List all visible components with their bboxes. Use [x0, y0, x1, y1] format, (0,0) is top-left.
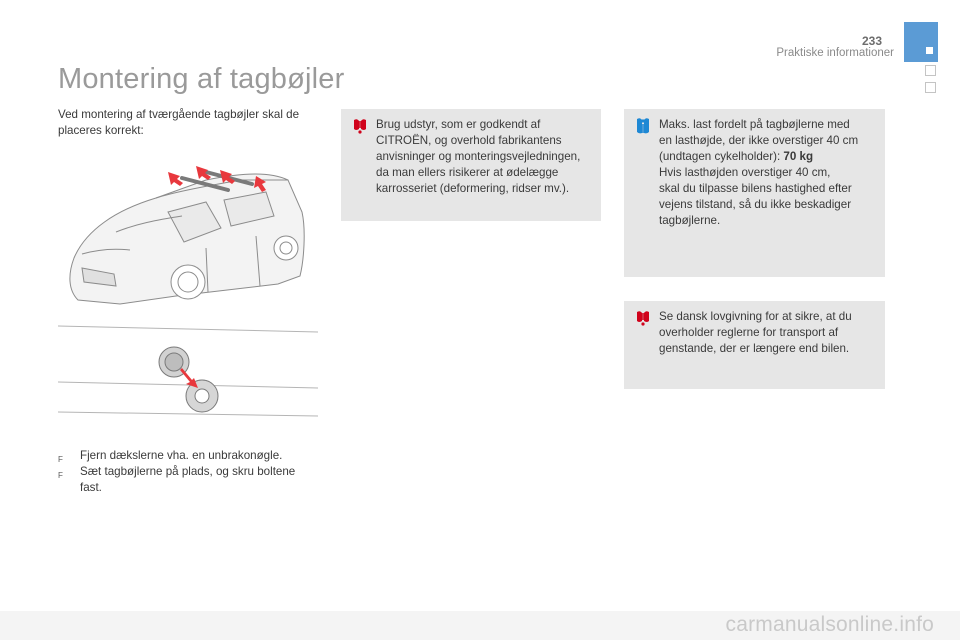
- page-number: 233: [862, 34, 883, 48]
- warning-icon: [351, 117, 369, 135]
- text-line: Se dansk lovgivning for at sikre, at du: [659, 310, 852, 323]
- text-line: karrosseriet (deformering, ridser mv.).: [376, 182, 570, 195]
- warning-icon: [634, 309, 652, 327]
- text-line: Maks. last fordelt på tagbøjlerne med: [659, 118, 850, 131]
- text-line: vejens tilstand, så du ikke beskadiger: [659, 198, 852, 211]
- watermark-text: carmanualsonline.info: [725, 613, 934, 636]
- text-line: Ved montering af tværgående tagbøjler skal de: [58, 108, 300, 121]
- car-drawing: [70, 174, 304, 304]
- roof-bar-illustration: [56, 150, 320, 420]
- max-load-value: 70 kg: [783, 150, 814, 163]
- text-line: Hvis lasthøjden overstiger 40 cm,: [659, 166, 831, 179]
- text-line: overholder reglerne for transport af: [659, 326, 839, 339]
- text-line: da man ellers risikerer at ødelægge: [376, 166, 559, 179]
- list-item: [58, 464, 328, 496]
- chapter-tab[interactable]: [925, 82, 936, 93]
- list-item: [58, 448, 328, 464]
- info-box: [624, 109, 885, 277]
- text-line: Brug udstyr, som er godkendt af: [376, 118, 541, 131]
- text-line: skal du tilpasse bilens hastighed efter: [659, 182, 852, 195]
- page-title: Montering af tagbøjler: [58, 63, 345, 95]
- square-icon: [926, 47, 933, 54]
- text-line: en lasthøjde, der ikke overstiger 40 cm: [659, 134, 859, 147]
- text-line: fast.: [80, 481, 102, 494]
- text-line: genstande, der er længere end bilen.: [659, 342, 850, 355]
- bolt-cover-detail: [159, 347, 218, 412]
- bullet-marker: F: [58, 455, 63, 464]
- info-icon: [634, 117, 652, 135]
- text-fragment: (undtagen cykelholder):: [659, 150, 784, 163]
- text-line: anvisninger og monteringsvejledningen,: [376, 150, 581, 163]
- intro-text: [58, 107, 328, 139]
- section-title: Praktiske informationer: [776, 47, 894, 59]
- warning-box: [624, 301, 885, 389]
- text-line: [659, 149, 875, 165]
- chapter-tab[interactable]: [925, 65, 936, 76]
- instruction-steps: [58, 448, 328, 496]
- text-line: Sæt tagbøjlerne på plads, og skru boltene: [80, 465, 296, 478]
- chapter-tab-active[interactable]: [904, 22, 938, 62]
- text-line: CITROËN, og overhold fabrikantens: [376, 134, 562, 147]
- warning-box: [341, 109, 601, 221]
- text-line: placeres korrekt:: [58, 124, 144, 137]
- bullet-marker: F: [58, 471, 63, 480]
- text-line: tagbøjlerne.: [659, 214, 721, 227]
- text-line: Fjern dækslerne vha. en unbrakonøgle.: [80, 449, 283, 462]
- watermark-bar: [0, 611, 960, 640]
